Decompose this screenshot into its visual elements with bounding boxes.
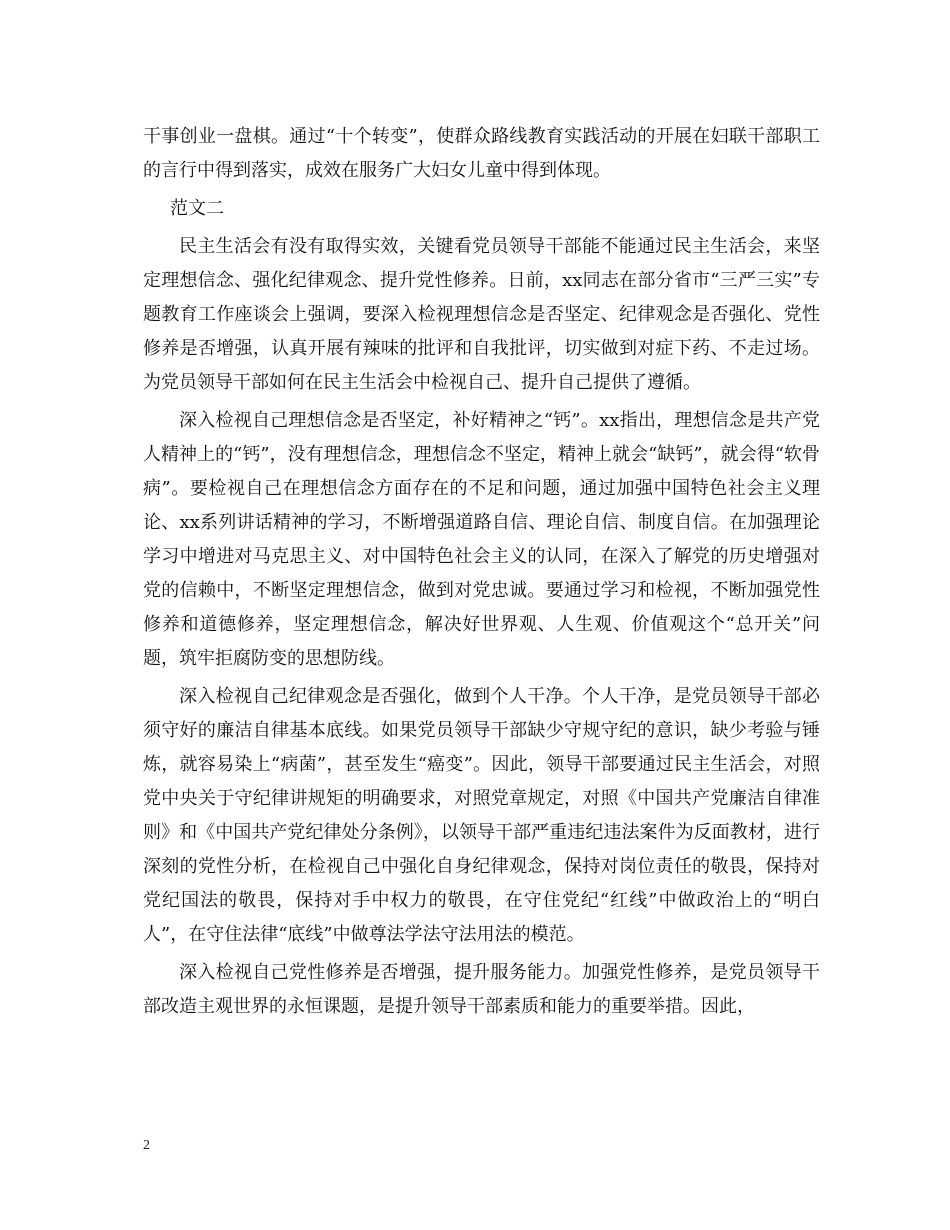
document-body xyxy=(143,120,820,1024)
paragraph-intro: 民主生活会有没有取得实效，关键看党员领导干部能不能通过民主生活会，来坚定理想信念、强化纪律观念、提升党性修养。日前，xx同志在部分省市“三严三实”专题教育工作座谈会上强调，要深入检视理想信念是否坚定、纪律观念是否强化、党性修养是否增强，认真开展有辣味的批评和自我批评，切实做到对症下药、不走过场。为党员领导干部如何在民主生活会中检视自己、提升自己提供了遵循。 xyxy=(143,236,820,393)
paragraph-discipline: 深入检视自己纪律观念是否强化，做到个人干净。个人干净，是党员领导干部必须守好的廉洁自律基本底线。如果党员领导干部缺少守规守纪的意识，缺少考验与锤炼，就容易染上“病菌”，甚至发生“癌变”。因此，领导干部要通过民主生活会，对照党中央关于守纪律讲规矩的明确要求，对照党章规定，对照《中国共产党廉洁自律准则》和《中国共产党纪律处分条例》，以领导干部严重违纪违法案件为反面教材，进行深刻的党性分析，在检视自己中强化自身纪律观念，保持对岗位责任的敬畏，保持对党纪国法的敬畏，保持对手中权力的敬畏，在守住党纪“红线”中做政治上的“明白人”，在守住法律“底线”中做尊法学法守法用法的模范。 xyxy=(143,686,820,945)
section-heading: 范文二 xyxy=(170,198,224,219)
page-number: 2 xyxy=(143,1138,150,1153)
paragraph-continuation: 干事创业一盘棋。通过“十个转变”，使群众路线教育实践活动的开展在妇联干部职工的言行中得到落实，成效在服务广大妇女儿童中得到体现。 xyxy=(143,126,820,181)
paragraph-party-spirit: 深入检视自己党性修养是否增强，提升服务能力。加强党性修养，是党员领导干部改造主观世界的永恒课题，是提升领导干部素质和能力的重要举措。因此， xyxy=(143,962,820,1017)
paragraph-ideals: 深入检视自己理想信念是否坚定，补好精神之“钙”。xx指出，理想信念是共产党人精神上的“钙”，没有理想信念，理想信念不坚定，精神上就会“缺钙”，就会得“软骨病”。要检视自己在理想信念方面存在的不足和问题，通过加强中国特色社会主义理论、xx系列讲话精神的学习，不断增强道路自信、理论自信、制度自信。在加强理论学习中增进对马克思主义、对中国特色社会主义的认同，在深入了解党的历史增强对党的信赖中，不断坚定理想信念，做到对党忠诚。要通过学习和检视，不断加强党性修养和道德修养，坚定理想信念，解决好世界观、人生观、价值观这个“总开关”问题，筑牢拒腐防变的思想防线。 xyxy=(143,410,820,669)
